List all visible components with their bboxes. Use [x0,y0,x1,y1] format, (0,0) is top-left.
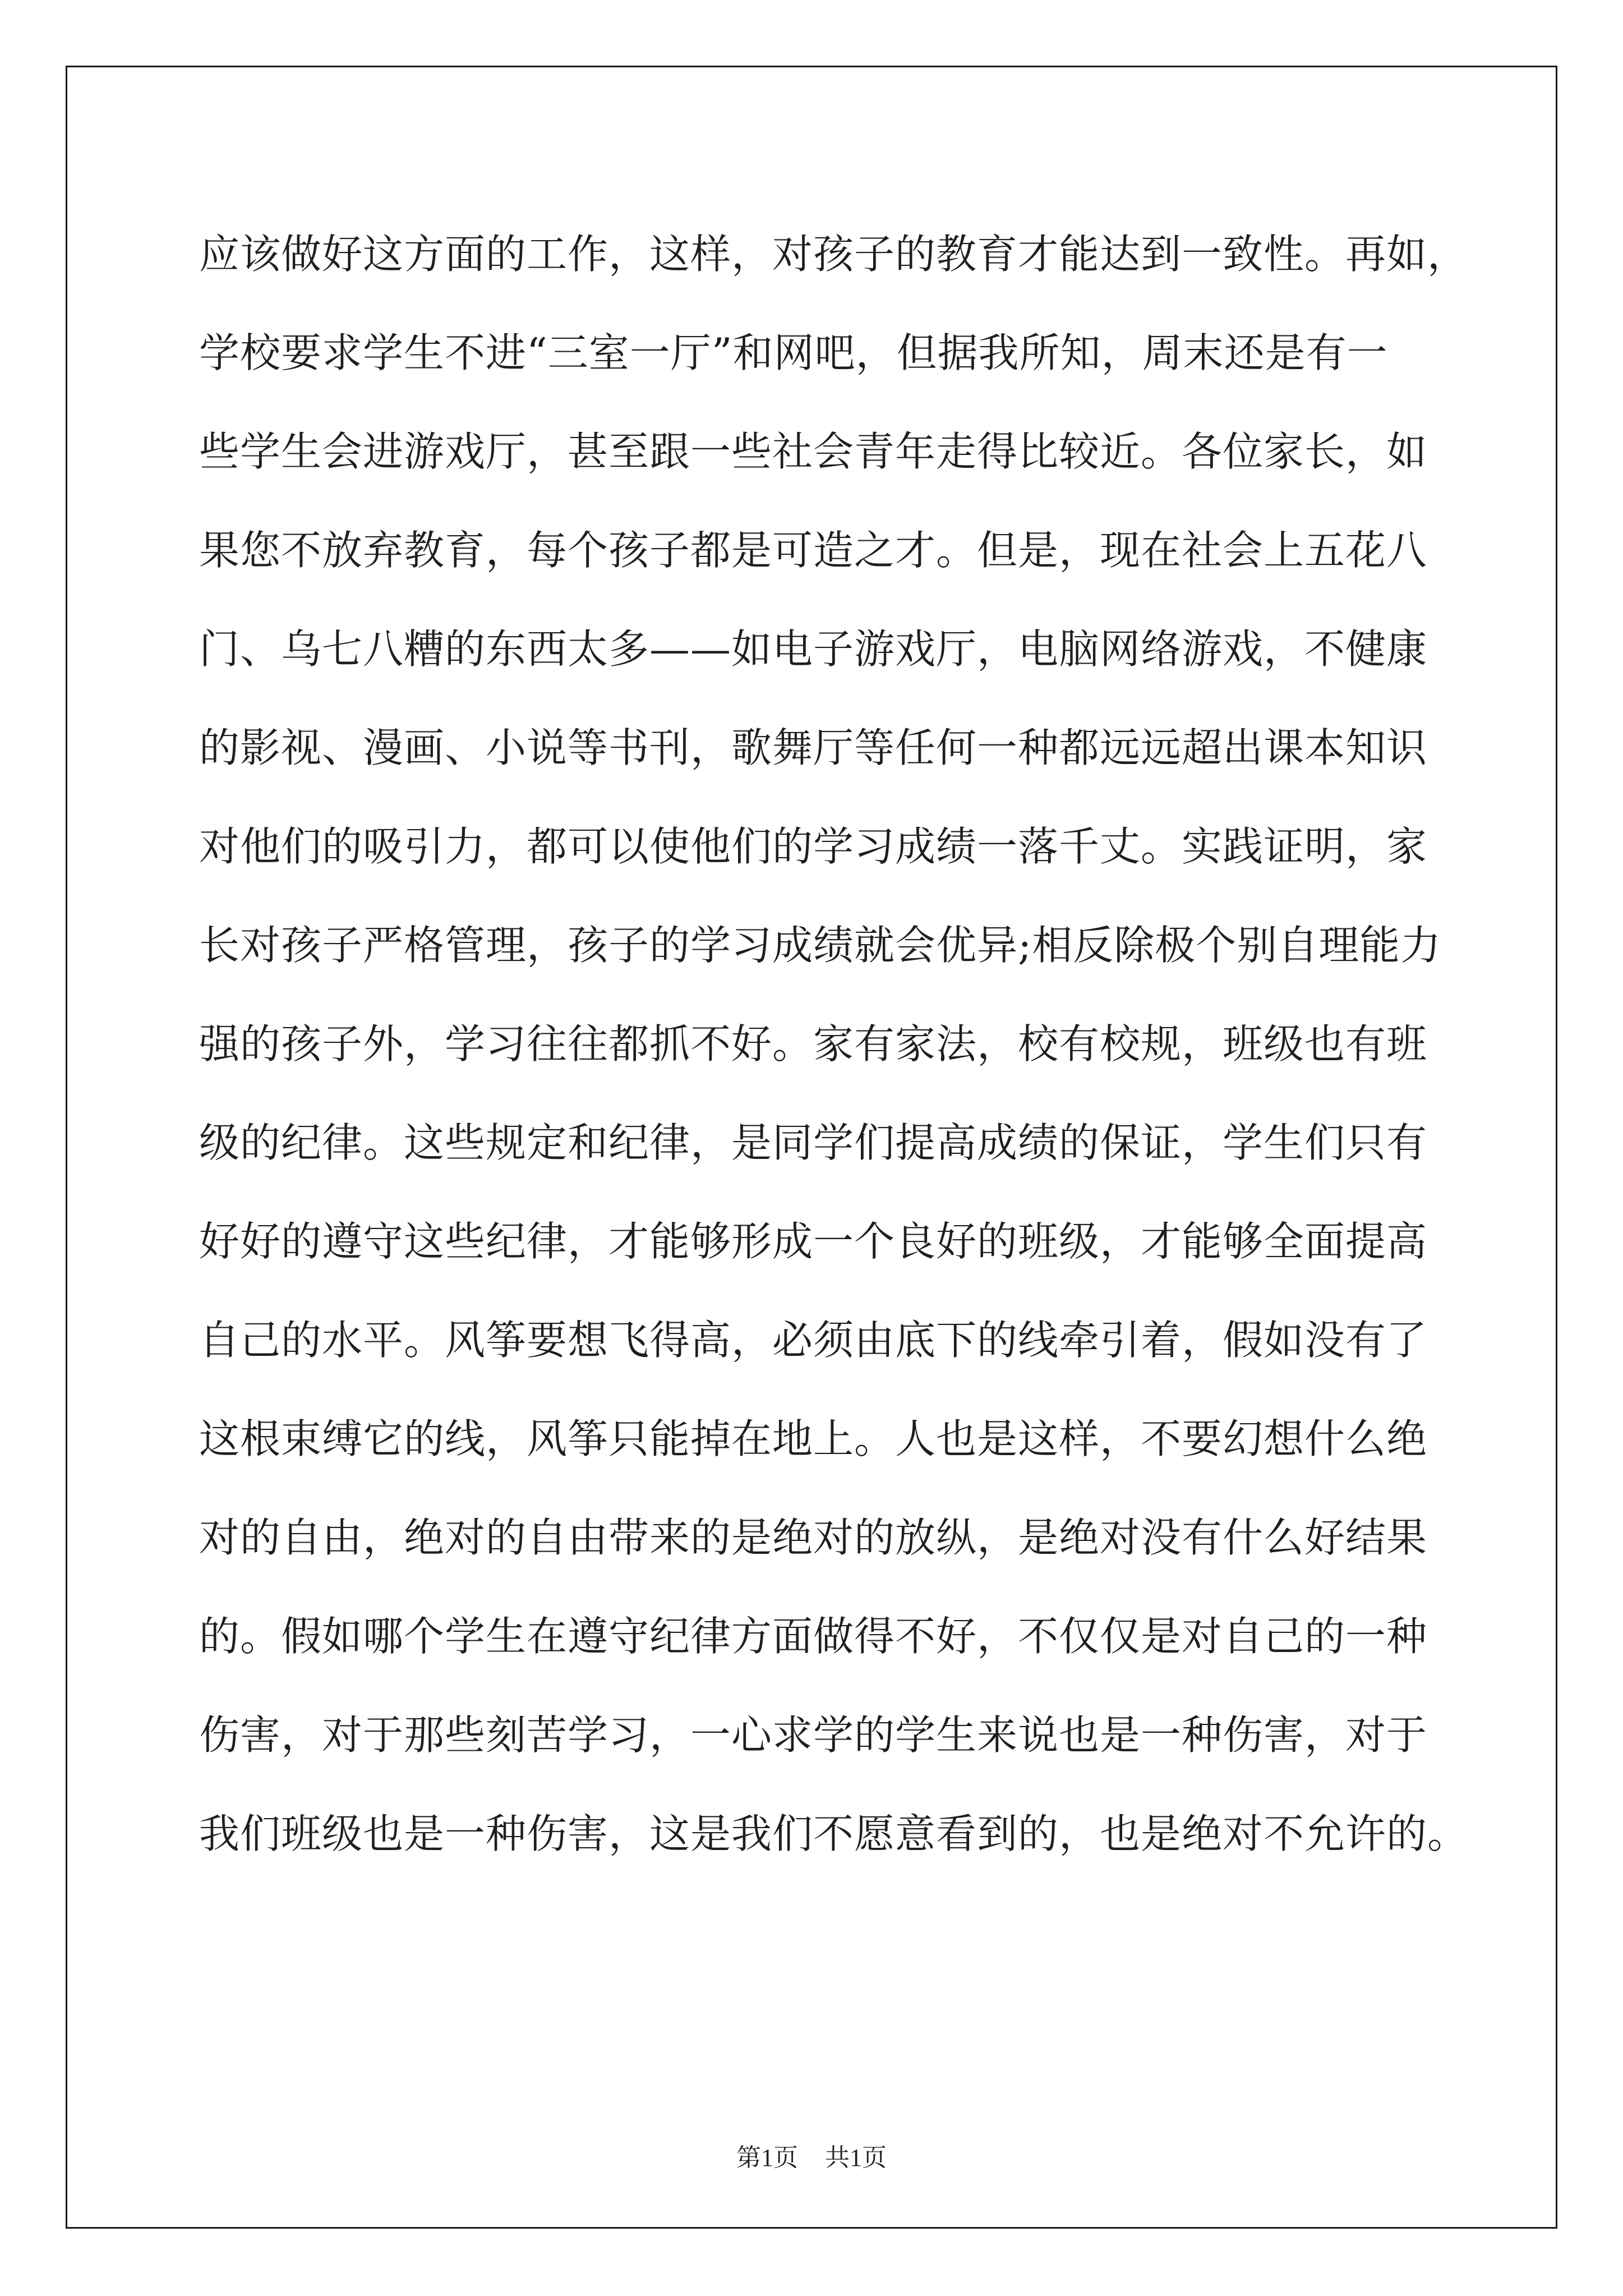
text-line: 学校要求学生不进“三室一厅”和网吧，但据我所知，周末还是有一 [199,329,1388,376]
text-line: 应该做好这方面的工作，这样，对孩子的教育才能达到一致性。再如， [199,231,1469,278]
page-footer [0,2137,1623,2173]
text-line: 级的纪律。这些规定和纪律，是同学们提高成绩的保证，学生们只有 [199,1119,1428,1166]
text-line: 长对孩子严格管理，孩子的学习成绩就会优异;相反除极个别自理能力 [199,922,1442,969]
text-line: 的。假如哪个学生在遵守纪律方面做得不好，不仅仅是对自己的一种 [199,1613,1428,1660]
text-line: 果您不放弃教育，每个孩子都是可造之才。但是，现在社会上五花八 [199,527,1428,574]
text-line: 门、乌七八糟的东西太多——如电子游戏厅，电脑网络游戏，不健康 [199,625,1428,673]
text-line: 这根束缚它的线，风筝只能掉在地上。人也是这样，不要幻想什么绝 [199,1415,1428,1462]
text-line: 好好的遵守这些纪律，才能够形成一个良好的班级，才能够全面提高 [199,1218,1428,1265]
page-total: 共1页 [825,2144,887,2171]
text-line: 自己的水平。风筝要想飞得高，必须由底下的线牵引着，假如没有了 [199,1317,1428,1364]
document-body [199,205,1469,1883]
text-line: 些学生会进游戏厅，甚至跟一些社会青年走得比较近。各位家长，如 [199,428,1428,475]
text-line: 对的自由，绝对的自由带来的是绝对的放纵，是绝对没有什么好结果 [199,1514,1428,1561]
page-number: 第1页 [736,2144,798,2171]
text-line: 的影视、漫画、小说等书刊，歌舞厅等任何一种都远远超出课本知识 [199,724,1428,771]
text-line: 伤害，对于那些刻苦学习，一心求学的学生来说也是一种伤害，对于 [199,1711,1428,1759]
text-line: 强的孩子外，学习往往都抓不好。家有家法，校有校规，班级也有班 [199,1020,1428,1068]
text-line: 我们班级也是一种伤害，这是我们不愿意看到的，也是绝对不允许的。 [199,1810,1469,1857]
text-line: 对他们的吸引力，都可以使他们的学习成绩一落千丈。实践证明，家 [199,823,1428,870]
